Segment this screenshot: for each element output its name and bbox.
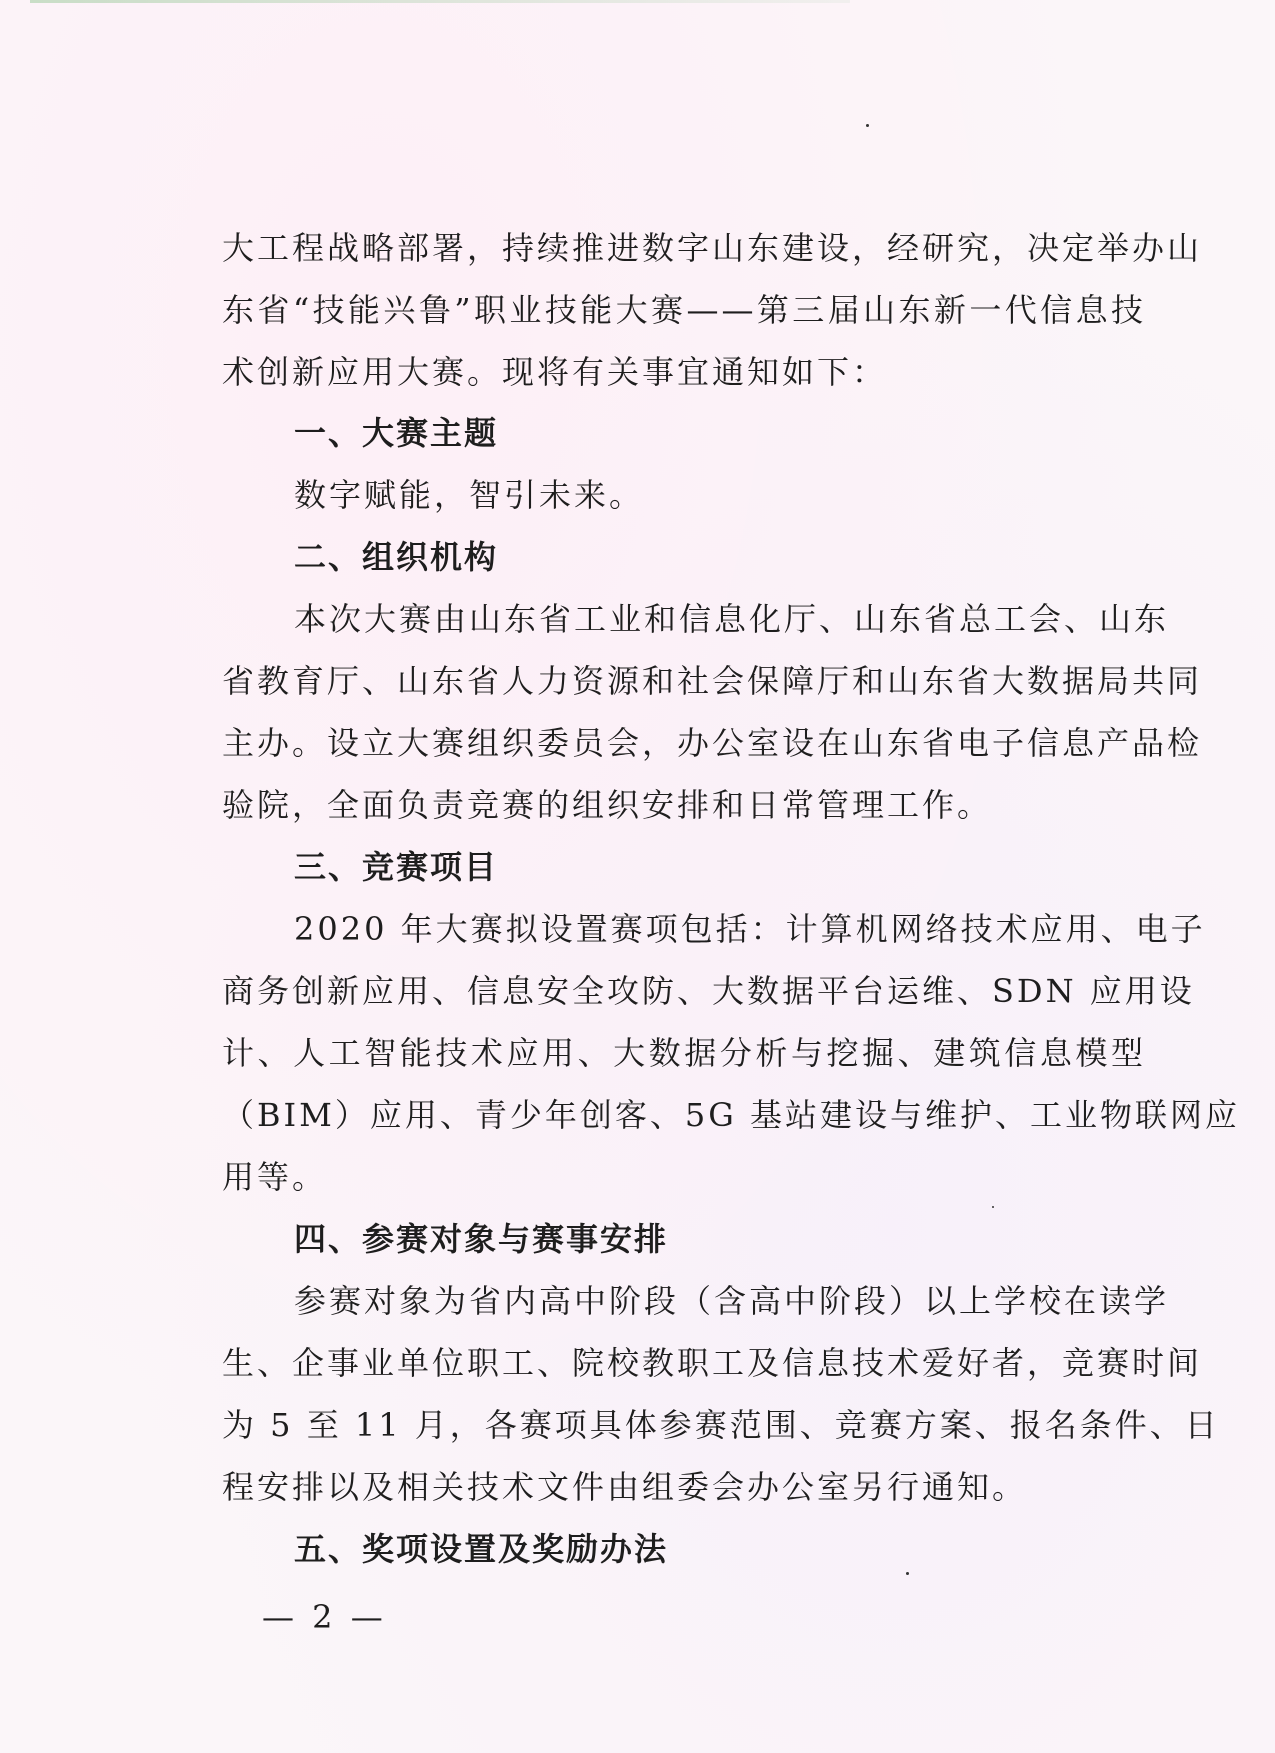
section4-line-4: 程安排以及相关技术文件由组委会办公室另行通知。 [222, 1468, 1028, 1506]
section-heading-awards: 五、奖项设置及奖励办法 [294, 1530, 669, 1568]
scan-speck [866, 124, 869, 127]
section-heading-participants: 四、参赛对象与赛事安排 [294, 1220, 669, 1258]
section-heading-theme: 一、大赛主题 [294, 414, 499, 452]
intro-line-1: 大工程战略部署，持续推进数字山东建设，经研究，决定举办山 [222, 229, 1203, 267]
intro-line-2: 东省“技能兴鲁”职业技能大赛——第三届山东新一代信息技 [222, 291, 1146, 329]
scan-speck [992, 1206, 994, 1208]
scan-edge [30, 0, 850, 3]
section2-line-1: 本次大赛由山东省工业和信息化厅、山东省总工会、山东 [294, 600, 1170, 638]
page-number: — 2 — [262, 1598, 387, 1636]
intro-line-3: 术创新应用大赛。现将有关事宜通知如下： [222, 353, 888, 391]
section3-line-2: 商务创新应用、信息安全攻防、大数据平台运维、SDN 应用设 [222, 972, 1195, 1010]
section-heading-events: 三、竞赛项目 [294, 848, 499, 886]
section3-line-1: 2020 年大赛拟设置赛项包括：计算机网络技术应用、电子 [294, 910, 1206, 948]
section3-line-3: 计、人工智能技术应用、大数据分析与挖掘、建筑信息模型 [222, 1034, 1146, 1072]
section4-line-1: 参赛对象为省内高中阶段（含高中阶段）以上学校在读学 [294, 1282, 1170, 1320]
section2-line-4: 验院，全面负责竞赛的组织安排和日常管理工作。 [222, 786, 993, 824]
section2-line-2: 省教育厅、山东省人力资源和社会保障厅和山东省大数据局共同 [222, 662, 1203, 700]
section3-line-4: （BIM）应用、青少年创客、5G 基站建设与维护、工业物联网应 [222, 1096, 1241, 1134]
section2-line-3: 主办。设立大赛组织委员会，办公室设在山东省电子信息产品检 [222, 724, 1203, 762]
section3-line-5: 用等。 [222, 1158, 328, 1196]
section1-line-1: 数字赋能，智引未来。 [294, 476, 645, 514]
section4-line-2: 生、企事业单位职工、院校教职工及信息技术爱好者，竞赛时间 [222, 1344, 1203, 1382]
section4-line-3: 为 5 至 11 月，各赛项具体参赛范围、竞赛方案、报名条件、日 [222, 1406, 1220, 1444]
section-heading-organization: 二、组织机构 [294, 538, 499, 576]
scan-speck [906, 1572, 909, 1575]
